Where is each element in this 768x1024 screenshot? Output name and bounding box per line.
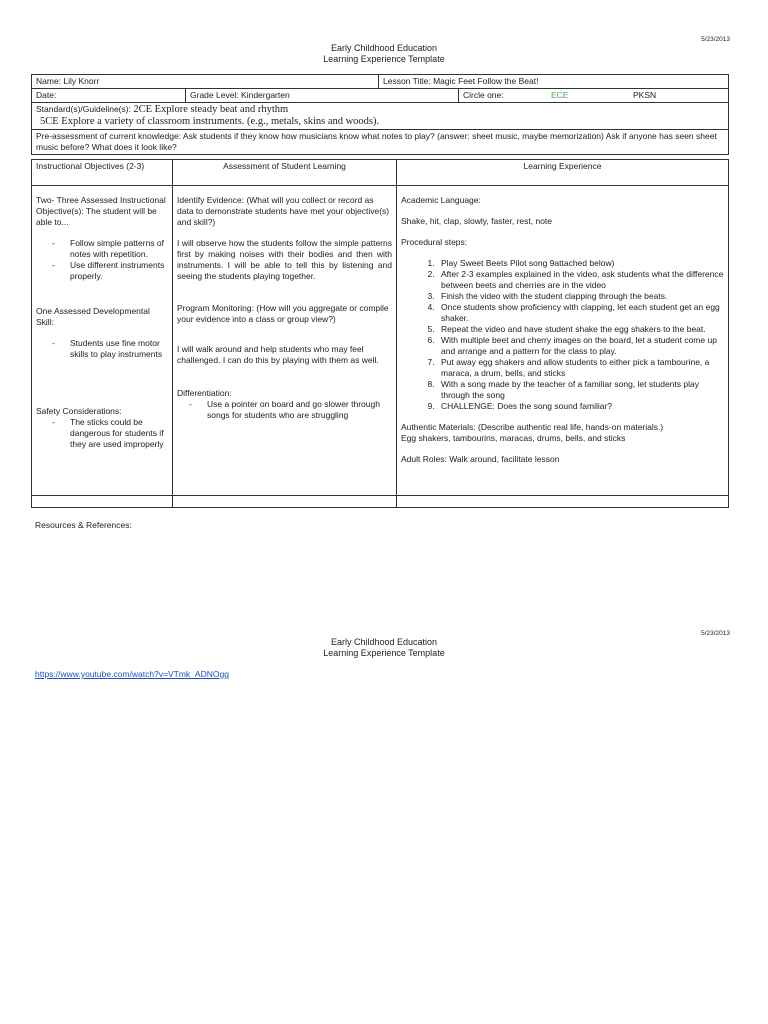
- pksn-option: PKSN: [633, 90, 657, 100]
- list-item: - Use different instruments properly.: [52, 260, 168, 282]
- list-item: 2. After 2-3 examples explained in the video, ask students what the difference between beets and cherries are in the video: [437, 269, 724, 291]
- preassessment-cell: Pre-assessment of current knowledge: Ask students if they know how musicians know what notes to play? (answer: sheet music, maybe memorization) Ask if anyone has seen sheet music before? What does it look like?: [32, 130, 729, 155]
- list-item: - Follow simple patterns of notes with repetition.: [52, 238, 168, 260]
- dev-skills-list: [36, 338, 168, 360]
- standard-2: 5CE Explore a variety of classroom instruments. (e.g., metals, skins and woods).: [40, 116, 380, 127]
- list-item: 3. Finish the video with the student clapping through the beats.: [437, 291, 724, 302]
- page2-date: 5/23/2013: [701, 630, 730, 637]
- learning-experience-column: [397, 186, 729, 496]
- header-line-2: Learning Experience Template: [323, 648, 445, 658]
- objectives-list: [36, 238, 168, 282]
- info-table: [31, 74, 729, 155]
- identify-evidence-heading: Identify Evidence: (What will you collect or record as data to demonstrate students have met your objective(s) and skill?): [177, 195, 390, 227]
- academic-language-text: Shake, hit, clap, slowly, faster, rest, note: [401, 216, 553, 226]
- program-monitoring-text: I will walk around and help students who may feel challenged. I can do this by playing with them as well.: [177, 344, 379, 365]
- differentiation-heading: Differentiation:: [177, 388, 232, 398]
- circle-one-cell: [459, 89, 729, 103]
- date-cell: Date:: [32, 89, 186, 103]
- ece-option: ECE: [551, 90, 569, 100]
- list-item: 4. Once students show proficiency with clapping, let each student get an egg shaker.: [437, 302, 724, 324]
- header-line-1: Early Childhood Education: [330, 43, 438, 53]
- circle-one-label: Circle one:: [463, 90, 504, 100]
- list-item: - Use a pointer on board and go slower through songs for students who are struggling: [189, 399, 392, 421]
- standard-1: 2CE Explore steady beat and rhythm: [133, 104, 289, 115]
- identify-evidence-text: I will observe how the students follow the simple patterns first by making noises with their bodies and then with instruments. I will be able to tell this by listening and seeing the students playing together.: [177, 238, 392, 281]
- authentic-materials-heading: Authentic Materials: (Describe authentic real life, hands-on materials.): [401, 422, 664, 432]
- youtube-link[interactable]: https://www.youtube.com/watch?v=VTmk_ADNOgg: [35, 669, 229, 679]
- header-line-1: Early Childhood Education: [330, 637, 438, 647]
- header-objectives: Instructional Objectives (2-3): [32, 160, 173, 186]
- list-item: 7. Put away egg shakers and allow students to either pick a tambourine, a maraca, a drum, bells, and sticks: [437, 357, 724, 379]
- resources-heading: Resources & References:: [35, 520, 132, 530]
- list-item: 8. With a song made by the teacher of a familiar song, let students play through the song: [437, 379, 724, 401]
- grade-level-cell: Grade Level: Kindergarten: [186, 89, 459, 103]
- list-item: 1. Play Sweet Beets Pilot song 9attached below): [437, 258, 724, 269]
- safety-heading: Safety Considerations:: [36, 406, 122, 416]
- objectives-column: [32, 186, 173, 496]
- differentiation-list: [177, 399, 392, 421]
- lesson-title-cell: Lesson Title: Magic Feet Follow the Beat!: [379, 75, 729, 89]
- safety-list: [36, 417, 168, 450]
- list-item: - Students use fine motor skills to play instruments: [52, 338, 168, 360]
- academic-language-heading: Academic Language:: [401, 195, 481, 205]
- page-date: 5/23/2013: [701, 36, 730, 43]
- page2-header: [0, 637, 768, 659]
- authentic-materials-text: Egg shakers, tambourins, maracas, drums, bells, and sticks: [401, 433, 626, 443]
- standards-cell: [32, 103, 729, 130]
- empty-cell: [397, 496, 729, 508]
- header-assessment: Assessment of Student Learning: [173, 160, 397, 186]
- empty-cell: [32, 496, 173, 508]
- header-line-2: Learning Experience Template: [323, 54, 445, 64]
- list-item: 5. Repeat the video and have student shake the egg shakers to the beat.: [437, 324, 724, 335]
- adult-roles: Adult Roles: Walk around, facilitate lesson: [401, 454, 560, 464]
- name-cell: Name: Lily Knorr: [32, 75, 379, 89]
- assessment-column: [173, 186, 397, 496]
- dev-skill-heading: One Assessed Developmental Skill:: [36, 306, 150, 327]
- standards-label: Standard(s)/Guideline(s):: [36, 104, 131, 114]
- objectives-table: [31, 159, 729, 508]
- procedural-steps-heading: Procedural steps:: [401, 237, 468, 247]
- list-item: - The sticks could be dangerous for students if they are used improperly: [52, 417, 168, 450]
- assessed-objectives-heading: Two- Three Assessed Instructional Objective(s): The student will be able to...: [36, 195, 166, 227]
- empty-cell: [173, 496, 397, 508]
- header-learning-experience: Learning Experience: [397, 160, 729, 186]
- page-header: [0, 43, 768, 65]
- list-item: 9. CHALLENGE: Does the song sound familiar?: [437, 401, 724, 412]
- program-monitoring-heading: Program Monitoring: (How will you aggregate or compile your evidence into a class or group view?): [177, 303, 389, 324]
- list-item: 6. With multiple beet and cherry images on the board, let a student come up and arrange and a pattern for the class to play.: [437, 335, 724, 357]
- procedural-steps-list: [401, 258, 724, 412]
